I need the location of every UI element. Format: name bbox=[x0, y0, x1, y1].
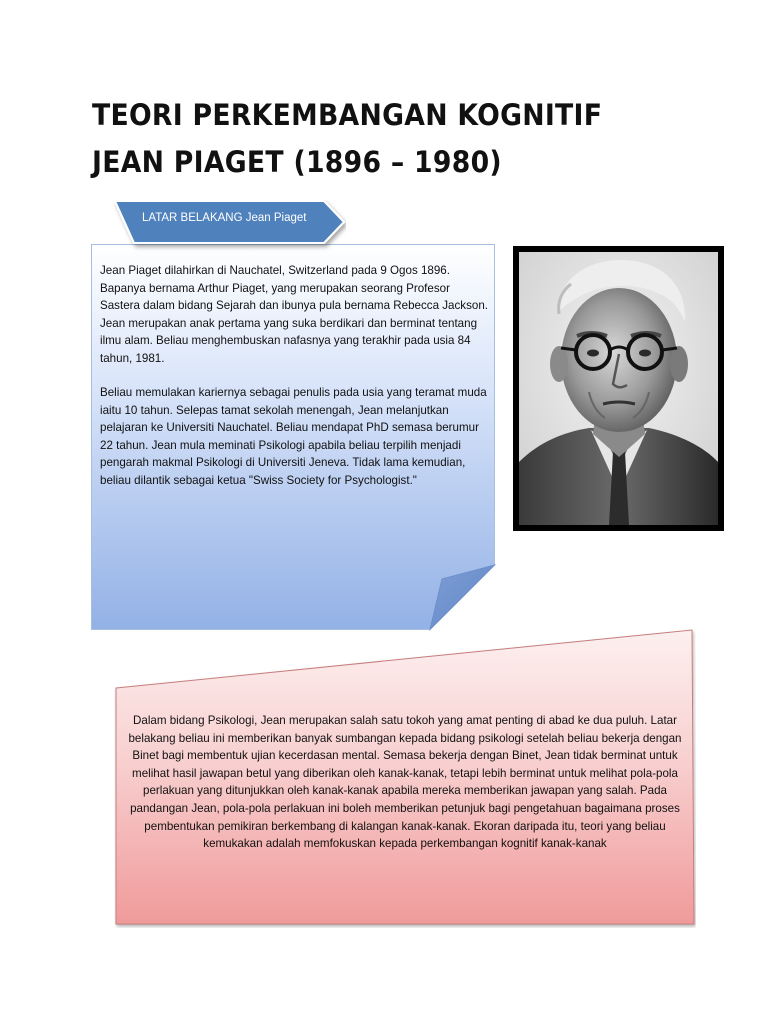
biography-paragraph-2: Beliau memulakan kariernya sebagai penulis pada usia yang teramat muda iaitu 10 tahun. Selepas tamat sekolah menengah, Jean melanjutkan pelajaran ke Universiti Nauchatel. Beliau mendapat PhD semasa berumur 22 tahun. Jean mula meminati Psikologi apabila beliau terpilih menjadi pengarah makmal Psikologi di Universiti Jeneva. Tidak lama kemudian, beliau dilantik sebagai ketua "Swiss Society for Psychologist." bbox=[100, 386, 487, 487]
portrait-photo bbox=[513, 246, 724, 531]
portrait-image bbox=[519, 252, 718, 525]
psychology-text: Dalam bidang Psikologi, Jean merupakan salah satu tokoh yang amat penting di abad ke dua puluh. Latar belakang beliau ini memberikan banyak sumbangan kepada bidang psikologi setelah beliau bekerja dengan Binet bagi membentuk ujian kecerdasan mental. Semasa bekerja dengan Binet, Jean tidak berminat untuk melihat hasil jawapan betul yang diberikan oleh kanak-kanak, tetapi lebih berminat untuk melihat pola-pola perlakuan yang ditunjukkan oleh kanak-kanak apabila mereka memberikan jawapan yang salah. Pada pandangan Jean, pola-pola perlakuan ini boleh memberikan petunjuk bagi pengetahuan bagaimana proses pembentukan pemikiran berkembang di kalangan kanak-kanak. Ekoran daripada itu, teori yang beliau kemukakan adalah memfokuskan kepada perkembangan kognitif kanak-kanak bbox=[128, 714, 682, 851]
biography-paragraph-1: Jean Piaget dilahirkan di Nauchatel, Switzerland pada 9 Ogos 1896. Bapanya bernama Arthur Piaget, yang merupakan seorang Profesor Sastera dalam bidang Sejarah dan ibunya pula bernama Rebecca Jackson. Jean merupakan anak pertama yang suka berdikari dan berminat tentang ilmu alam. Beliau menghembuskan nafasnya yang terakhir pada usia 84 tahun, 1981. bbox=[100, 264, 488, 365]
biography-card bbox=[90, 243, 496, 631]
biography-text bbox=[100, 262, 492, 506]
page-title-line-2: JEAN PIAGET (1896 – 1980) bbox=[92, 145, 502, 179]
page-title-line-1: TEORI PERKEMBANGAN KOGNITIF bbox=[92, 98, 603, 132]
section-ribbon bbox=[114, 200, 346, 256]
ribbon-shape bbox=[114, 200, 346, 256]
psychology-card bbox=[114, 628, 696, 928]
ribbon-label: LATAR BELAKANG Jean Piaget bbox=[142, 212, 307, 224]
